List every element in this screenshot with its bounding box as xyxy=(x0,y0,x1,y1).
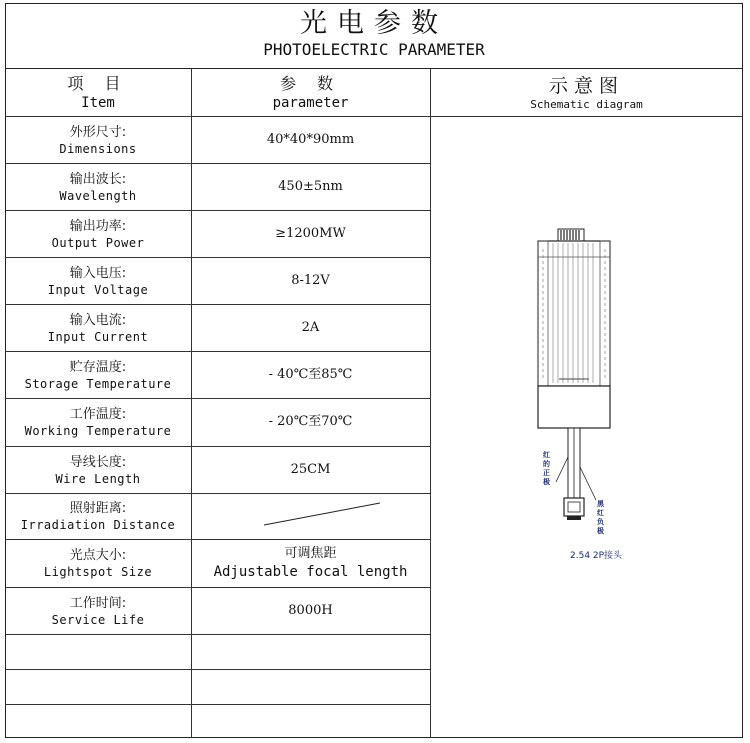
label-en: Dimensions xyxy=(59,141,137,156)
value: 2A xyxy=(301,319,320,335)
row-value xyxy=(191,587,430,634)
value-cn: 可调焦距 xyxy=(284,546,337,561)
row-value xyxy=(191,351,430,398)
value: ≥1200MW xyxy=(275,225,346,241)
label-en: Wire Length xyxy=(55,471,141,486)
value: 450±5nm xyxy=(278,178,343,194)
row-label xyxy=(5,539,191,587)
label-cn: 光点大小: xyxy=(69,548,127,563)
row-label xyxy=(5,398,191,446)
negative-lead-label: 黑 红 负 极 xyxy=(597,500,604,535)
connector-plug xyxy=(564,498,584,516)
value: - 40℃至85℃ xyxy=(268,366,353,382)
label-en: Irradiation Distance xyxy=(20,518,176,532)
driver-box xyxy=(538,386,610,428)
connector-label: 2.54 2P接头 xyxy=(570,551,623,561)
label-cn: 外形尺寸: xyxy=(69,124,127,140)
label-cn: 工作温度: xyxy=(69,407,127,422)
value: - 20℃至70℃ xyxy=(268,414,353,429)
row-label xyxy=(5,210,191,257)
row-value xyxy=(191,493,430,539)
header-diagram: 示意图 Schematic diagram xyxy=(530,75,643,111)
value: 40*40*90mm xyxy=(266,131,355,147)
row-label xyxy=(5,257,191,304)
label-en: Service Life xyxy=(51,612,145,627)
row-value xyxy=(191,116,430,163)
label-cn: 工作时间: xyxy=(69,595,127,611)
row-label xyxy=(5,587,191,634)
module-body xyxy=(538,241,610,386)
label-cn: 贮存温度: xyxy=(69,359,127,375)
value: 8-12V xyxy=(291,272,330,288)
label-cn: 导线长度: xyxy=(69,454,127,470)
header-parameter: 参 数 parameter xyxy=(272,73,349,111)
label-en: Output Power xyxy=(51,235,145,250)
row-label xyxy=(5,351,191,398)
title-block xyxy=(5,3,743,69)
row-label xyxy=(5,163,191,210)
value: 25CM xyxy=(290,461,331,477)
page-title-cn: 光电参数 xyxy=(300,8,448,39)
row-label xyxy=(5,304,191,351)
row-value xyxy=(191,163,430,210)
distance-slash xyxy=(191,493,430,539)
value: 8000H xyxy=(288,602,333,618)
label-en: Working Temperature xyxy=(24,424,172,438)
label-cn: 照射距离: xyxy=(69,501,127,516)
row-value xyxy=(191,257,430,304)
row-value xyxy=(191,304,430,351)
label-cn: 输入电压: xyxy=(69,265,127,281)
divider xyxy=(5,634,430,635)
row-value xyxy=(191,398,430,446)
header-item: 项 目 Item xyxy=(67,73,129,111)
row-label xyxy=(5,446,191,493)
value-en: Adjustable focal length xyxy=(213,564,408,580)
label-en: Storage Temperature xyxy=(24,376,172,391)
divider xyxy=(5,669,430,670)
label-cn: 输出功率: xyxy=(69,218,127,234)
label-en: Wavelength xyxy=(59,188,137,203)
fan-connector xyxy=(558,229,584,241)
row-value xyxy=(191,539,430,587)
divider xyxy=(5,704,430,705)
row-label xyxy=(5,493,191,539)
label-en: Input Current xyxy=(47,329,149,344)
label-en: Input Voltage xyxy=(47,282,149,297)
row-value xyxy=(191,210,430,257)
label-cn: 输出波长: xyxy=(69,171,127,187)
laser-module-schematic xyxy=(431,117,742,737)
row-value xyxy=(191,446,430,493)
positive-lead-label: 红 的 正 极 xyxy=(543,451,550,486)
row-label xyxy=(5,116,191,163)
label-cn: 输入电流: xyxy=(69,312,127,328)
label-en: Lightspot Size xyxy=(43,565,153,579)
page-title-en: PHOTOELECTRIC PARAMETER xyxy=(263,40,485,59)
